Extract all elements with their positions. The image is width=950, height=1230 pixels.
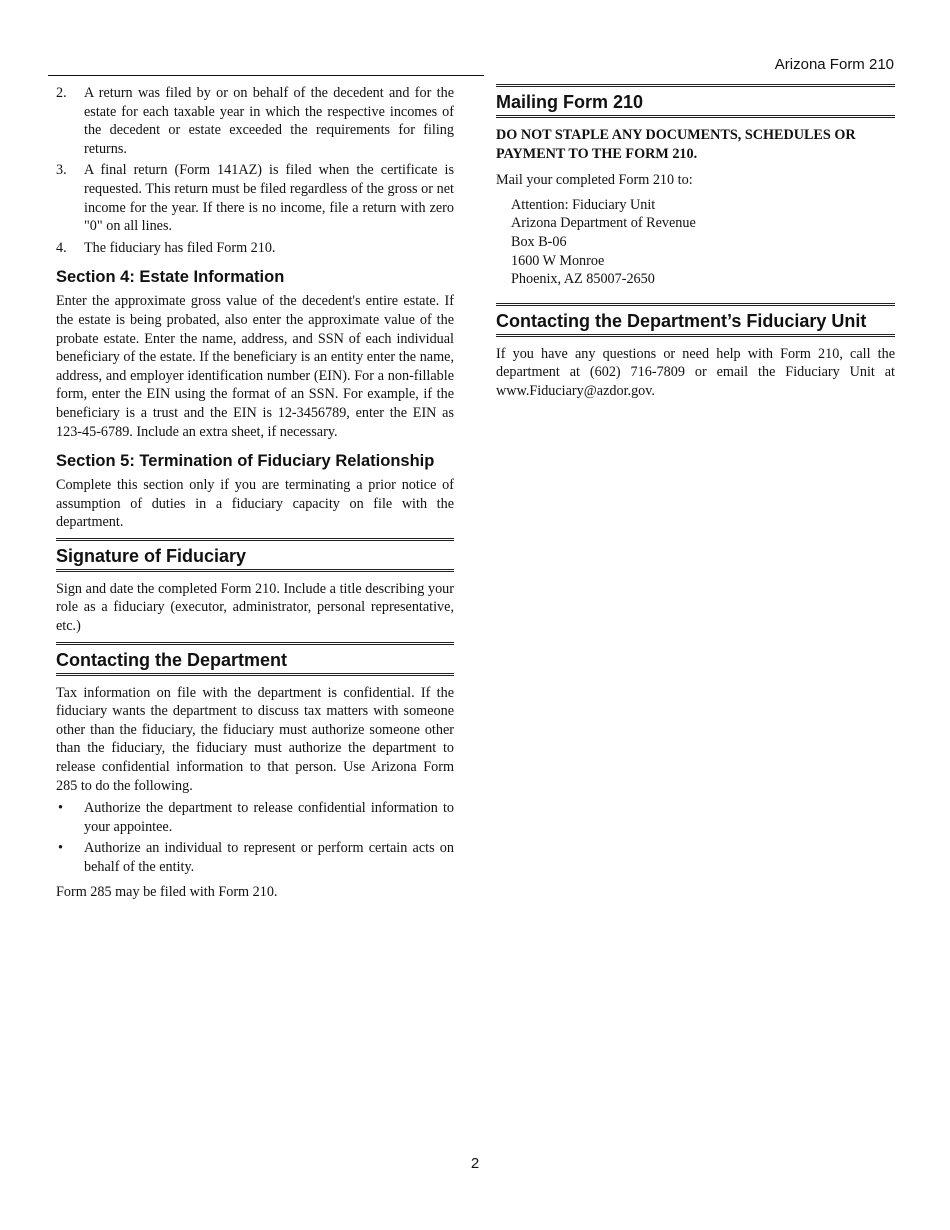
signature-body: Sign and date the completed Form 210. Include a title describing your role as a fiduciary (executor, administrator, personal representative, etc.) bbox=[56, 580, 454, 635]
list-number: 2. bbox=[56, 85, 67, 101]
page-number: 2 bbox=[470, 1155, 480, 1172]
list-item-text: Authorize an individual to represent or perform certain acts on behalf of the entity. bbox=[84, 840, 454, 875]
address-line: Attention: Fiduciary Unit bbox=[511, 196, 656, 213]
list-item-text: A final return (Form 141AZ) is filed when the certificate is requested. This return must be filed regardless of the gross or net income for the year. If there is no income, file a return with zero "0" on all lines. bbox=[84, 162, 454, 235]
fiduciary-unit-heading: Contacting the Department’s Fiduciary Unit bbox=[496, 303, 895, 337]
list-number: 3. bbox=[56, 162, 67, 179]
list-number: 4. bbox=[56, 239, 67, 256]
form285-bullet-list bbox=[56, 799, 454, 876]
section5-body: Complete this section only if you are terminating a prior notice of assumption of duties in a fiduciary capacity on file with the department. bbox=[56, 477, 454, 531]
header-rule bbox=[48, 75, 484, 76]
mailing-address bbox=[496, 196, 895, 289]
list-item bbox=[56, 239, 454, 258]
list-item-text: Authorize the department to release confidential information to your appointee. bbox=[84, 800, 454, 835]
contacting-footer: Form 285 may be filed with Form 210. bbox=[56, 883, 278, 900]
right-column bbox=[496, 84, 895, 401]
left-column bbox=[56, 84, 454, 901]
list-item-text: The fiduciary has filed Form 210. bbox=[84, 239, 276, 256]
list-item-text: A return was filed by or on behalf of the decedent and for the estate for each taxable year in which the respective incomes of the decedent or estate exceeded the requirements for filing returns. bbox=[84, 85, 454, 157]
form-title: Arizona Form 210 bbox=[774, 56, 894, 73]
section4-heading: Section 4: Estate Information bbox=[56, 268, 285, 287]
mailing-heading: Mailing Form 210 bbox=[496, 84, 895, 118]
list-item bbox=[56, 161, 454, 235]
address-line: 1600 W Monroe bbox=[511, 252, 605, 269]
address-line: Phoenix, AZ 85007-2650 bbox=[511, 271, 655, 288]
bullet-marker: • bbox=[58, 800, 63, 817]
list-item bbox=[56, 84, 454, 158]
section5-heading: Section 5: Termination of Fiduciary Relationship bbox=[56, 452, 435, 471]
signature-heading: Signature of Fiduciary bbox=[56, 538, 454, 572]
contacting-heading: Contacting the Department bbox=[56, 642, 454, 676]
address-line: Box B-06 bbox=[511, 233, 567, 250]
list-item bbox=[56, 799, 454, 836]
section4-body: Enter the approximate gross value of the decedent's entire estate. If the estate is being probated, also enter the approximate value of the probate estate. Enter the name, address, and SSN of each individual beneficiary of the estate. If the beneficiary is an entity enter the name, address, and employer identification number (EIN). For a non-fillable form, enter the EIN using the format of an SSN. For example, if the beneficiary is a trust and the EIN is 12-3456789, enter the EIN as 123-45-6789. Include an extra sheet, if necessary. bbox=[56, 293, 454, 440]
list-item bbox=[56, 839, 454, 876]
bullet-marker: • bbox=[58, 840, 63, 857]
fiduciary-unit-body: If you have any questions or need help with Form 210, call the department at (602) 716-7809 or email the Fiduciary Unit at www.Fiduciary@azdor.gov. bbox=[496, 345, 895, 399]
staple-warning: DO NOT STAPLE ANY DOCUMENTS, SCHEDULES OR PAYMENT TO THE FORM 210. bbox=[496, 127, 856, 162]
spacer bbox=[496, 289, 895, 303]
address-line: Arizona Department of Revenue bbox=[511, 215, 696, 232]
contacting-body: Tax information on file with the department is confidential. If the fiduciary wants the department to discuss tax matters with someone other than the fiduciary, the fiduciary must authorize someone other than the fiduciary, the fiduciary must authorize the department to release confidential information to that person. Use Arizona Form 285 to do the following. bbox=[56, 684, 454, 794]
mailing-intro: Mail your completed Form 210 to: bbox=[496, 172, 693, 189]
requirements-list bbox=[56, 84, 454, 257]
